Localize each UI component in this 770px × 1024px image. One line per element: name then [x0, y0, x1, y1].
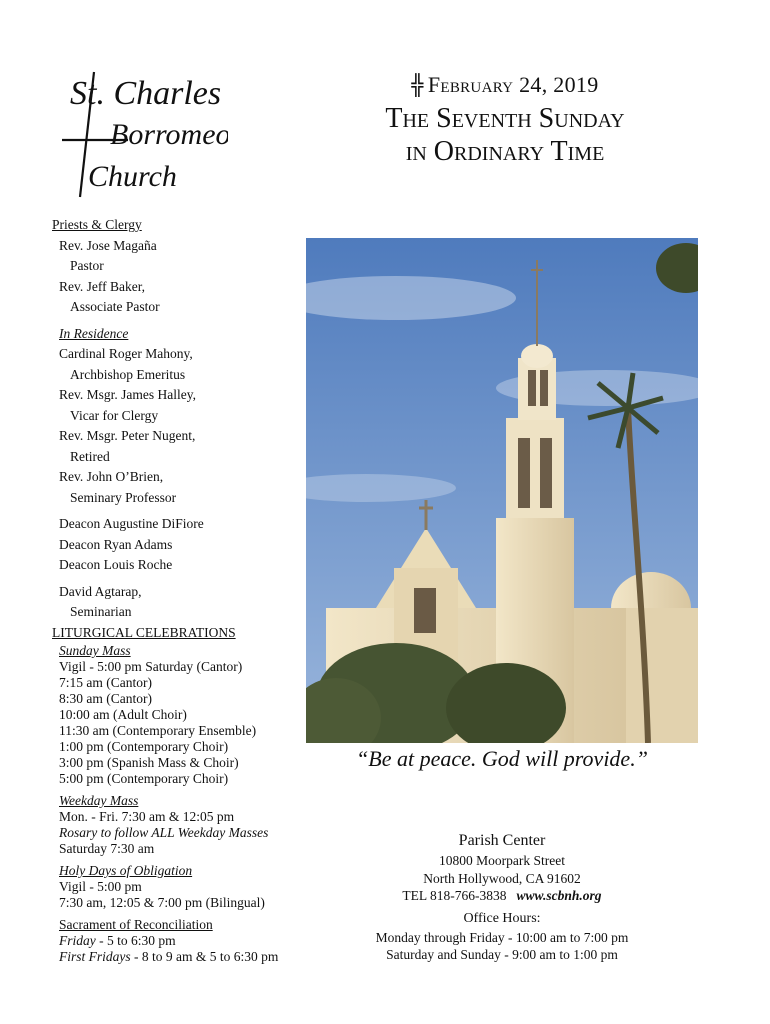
clergy-role: Pastor [70, 258, 104, 273]
clergy-role: Archbishop Emeritus [70, 366, 186, 382]
clergy-name: Rev. Msgr. Peter Nugent, [59, 428, 196, 443]
seminarian-name: David Agtarap, [59, 583, 142, 599]
liturgical-heading: LITURGICAL CELEBRATIONS [52, 624, 236, 640]
church-logo [58, 62, 228, 202]
logo-line1: St. Charles [70, 75, 222, 112]
first-fridays-label: First Fridays [59, 949, 131, 964]
clergy-name: Rev. Msgr. James Halley, [59, 387, 196, 402]
first-fridays-time: - 8 to 9 am & 5 to 6:30 pm [130, 949, 279, 964]
bulletin-header [330, 72, 680, 168]
friday-label: Friday [59, 933, 96, 948]
parish-website-link[interactable]: www.scbnh.org [516, 888, 602, 903]
title-line1: The Seventh Sunday [385, 103, 625, 134]
holy-day-time: Vigil - 5:00 pm [59, 879, 142, 894]
parish-center [306, 830, 698, 964]
mass-time: 3:00 pm (Spanish Mass & Choir) [59, 755, 239, 770]
date-line [330, 72, 680, 98]
logo-line3: Church [88, 160, 177, 193]
reconciliation-friday [52, 933, 312, 949]
clergy-role: Seminary Professor [70, 489, 177, 505]
title-line2: in Ordinary Time [405, 136, 605, 167]
weekday-time: Saturday 7:30 am [59, 841, 155, 856]
clergy-name: Rev. John O’Brien, [59, 469, 164, 484]
weekday-mass-heading: Weekday Mass [59, 793, 139, 808]
office-hours-weekend: Saturday and Sunday - 9:00 am to 1:00 pm [386, 947, 618, 962]
mass-time: 7:15 am (Cantor) [59, 675, 152, 690]
parish-street: 10800 Moorpark Street [439, 853, 565, 868]
bulletin-date: February 24, 2019 [427, 72, 599, 97]
deacon-name: Deacon Louis Roche [59, 557, 173, 572]
holy-days-heading: Holy Days of Obligation [59, 863, 193, 878]
clergy-role: Retired [70, 448, 110, 464]
parish-contact [306, 887, 698, 905]
office-hours-weekday: Monday through Friday - 10:00 am to 7:00 pm [375, 929, 629, 945]
seminarian-role: Seminarian [70, 604, 132, 619]
friday-time: - 5 to 6:30 pm [95, 933, 176, 948]
clergy-heading: Priests & Clergy [52, 217, 142, 232]
parish-center-title: Parish Center [458, 832, 546, 849]
clergy-name: Cardinal Roger Mahony, [59, 346, 193, 361]
double-cross-icon: ╬ [411, 73, 424, 97]
rosary-note: Rosary to follow ALL Weekday Masses [59, 825, 269, 840]
weekday-time: Mon. - Fri. 7:30 am & 12:05 pm [59, 809, 235, 824]
mass-time: 1:00 pm (Contemporary Choir) [59, 739, 229, 754]
residence-heading: In Residence [59, 325, 129, 341]
mass-time: 5:00 pm (Contemporary Choir) [59, 771, 229, 786]
sidebar [52, 215, 312, 965]
mass-time: 10:00 am (Adult Choir) [59, 707, 187, 722]
mass-time: 11:30 am (Contemporary Ensemble) [59, 723, 257, 738]
clergy-name: Rev. Jose Magaña [59, 237, 157, 253]
reconciliation-first-fridays [52, 949, 312, 965]
quote: “Be at peace. God will provide.” [356, 746, 648, 771]
deacon-name: Deacon Augustine DiFiore [59, 516, 204, 531]
clergy-role: Vicar for Clergy [70, 407, 159, 423]
office-hours-title: Office Hours: [463, 910, 541, 926]
logo-line2: Borromeo [110, 118, 228, 151]
holy-day-time: 7:30 am, 12:05 & 7:00 pm (Bilingual) [59, 895, 265, 910]
parish-city: North Hollywood, CA 91602 [423, 870, 581, 886]
church-photo [306, 238, 698, 743]
mass-time: Vigil - 5:00 pm Saturday (Cantor) [59, 659, 243, 674]
parish-tel: TEL 818-766-3838 [402, 888, 507, 903]
reconciliation-heading: Sacrament of Reconciliation [59, 917, 213, 932]
clergy-role: Associate Pastor [70, 299, 160, 314]
mass-time: 8:30 am (Cantor) [59, 691, 152, 706]
sunday-mass-heading: Sunday Mass [59, 643, 131, 658]
clergy-name: Rev. Jeff Baker, [59, 278, 146, 294]
logo-cross-icon [58, 62, 228, 202]
deacon-name: Deacon Ryan Adams [59, 536, 173, 552]
